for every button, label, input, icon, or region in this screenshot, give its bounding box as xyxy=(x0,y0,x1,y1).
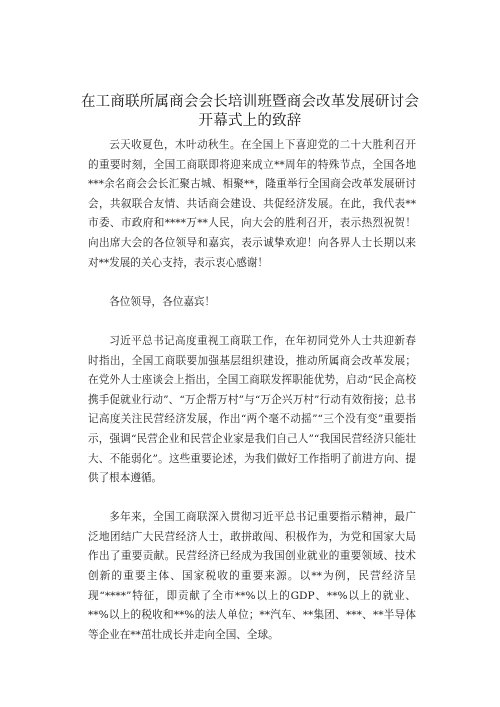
paragraph-opening: 云天收夏色，木叶动秋生。在全国上下喜迎党的二十大胜利召开的重要时刻，全国工商联即将迎来成立**周年的特殊节点，全国各地***余名商会会长汇聚古城、相聚**，隆重举行全国商会改革发展研讨会，共叙联合友情、共话商会建设、共促经济发展。在此，我代表**市委、市政府和****万**人民，向大会的胜利召开，表示热烈祝贺！向出席大会的各位领导和嘉宾，表示诚挚欢迎！向各界人士长期以来对**发展的关心支持，表示衷心感谢！ xyxy=(88,139,416,269)
paragraph-private-economy: 多年来，全国工商联深入贯彻习近平总书记重要指示精神，最广泛地团结广大民营经济人士，敢拼敢闯、积极作为，为党和国家大局作出了重要贡献。民营经济已经成为我国创业就业的重要领域、技术创新的重要主体、国家税收的重要来源。以**为例，民营经济呈现“****”特征，即贡献了全市**%以上的GDP、**%以上的就业、**%以上的税收和**%的法人单位；**汽车、**集团、***、**半导体等企业在**茁壮成长并走向全国、全球。 xyxy=(88,511,416,641)
page-title xyxy=(0,93,500,131)
document-body xyxy=(88,136,416,665)
paragraph-greeting: 各位领导，各位嘉宾！ xyxy=(109,295,216,308)
title-line-1: 在工商联所属商会会长培训班暨商会改革发展研讨会 xyxy=(80,94,420,110)
title-line-2: 开幕式上的致辞 xyxy=(198,113,302,129)
paragraph-xi-instructions: 习近平总书记高度重视工商联工作，在年初同党外人士共迎新春时指出，全国工商联要加强基层组织建设，推动所属商会改革发展；在党外人士座谈会上指出，全国工商联发挥职能优势，启动“民企高校携手促就业行动”、“万企帮万村”与“万企兴万村”行动有效衔接；总书记高度关注民营经济发展，作出“两个毫不动摇”“三个没有变”重要指示，强调“民营企业和民营企业家是我们自己人”“我国民营经济只能壮大、不能弱化”。这些重要论述，为我们做好工作指明了前进方向、提供了根本遵循。 xyxy=(88,334,416,485)
